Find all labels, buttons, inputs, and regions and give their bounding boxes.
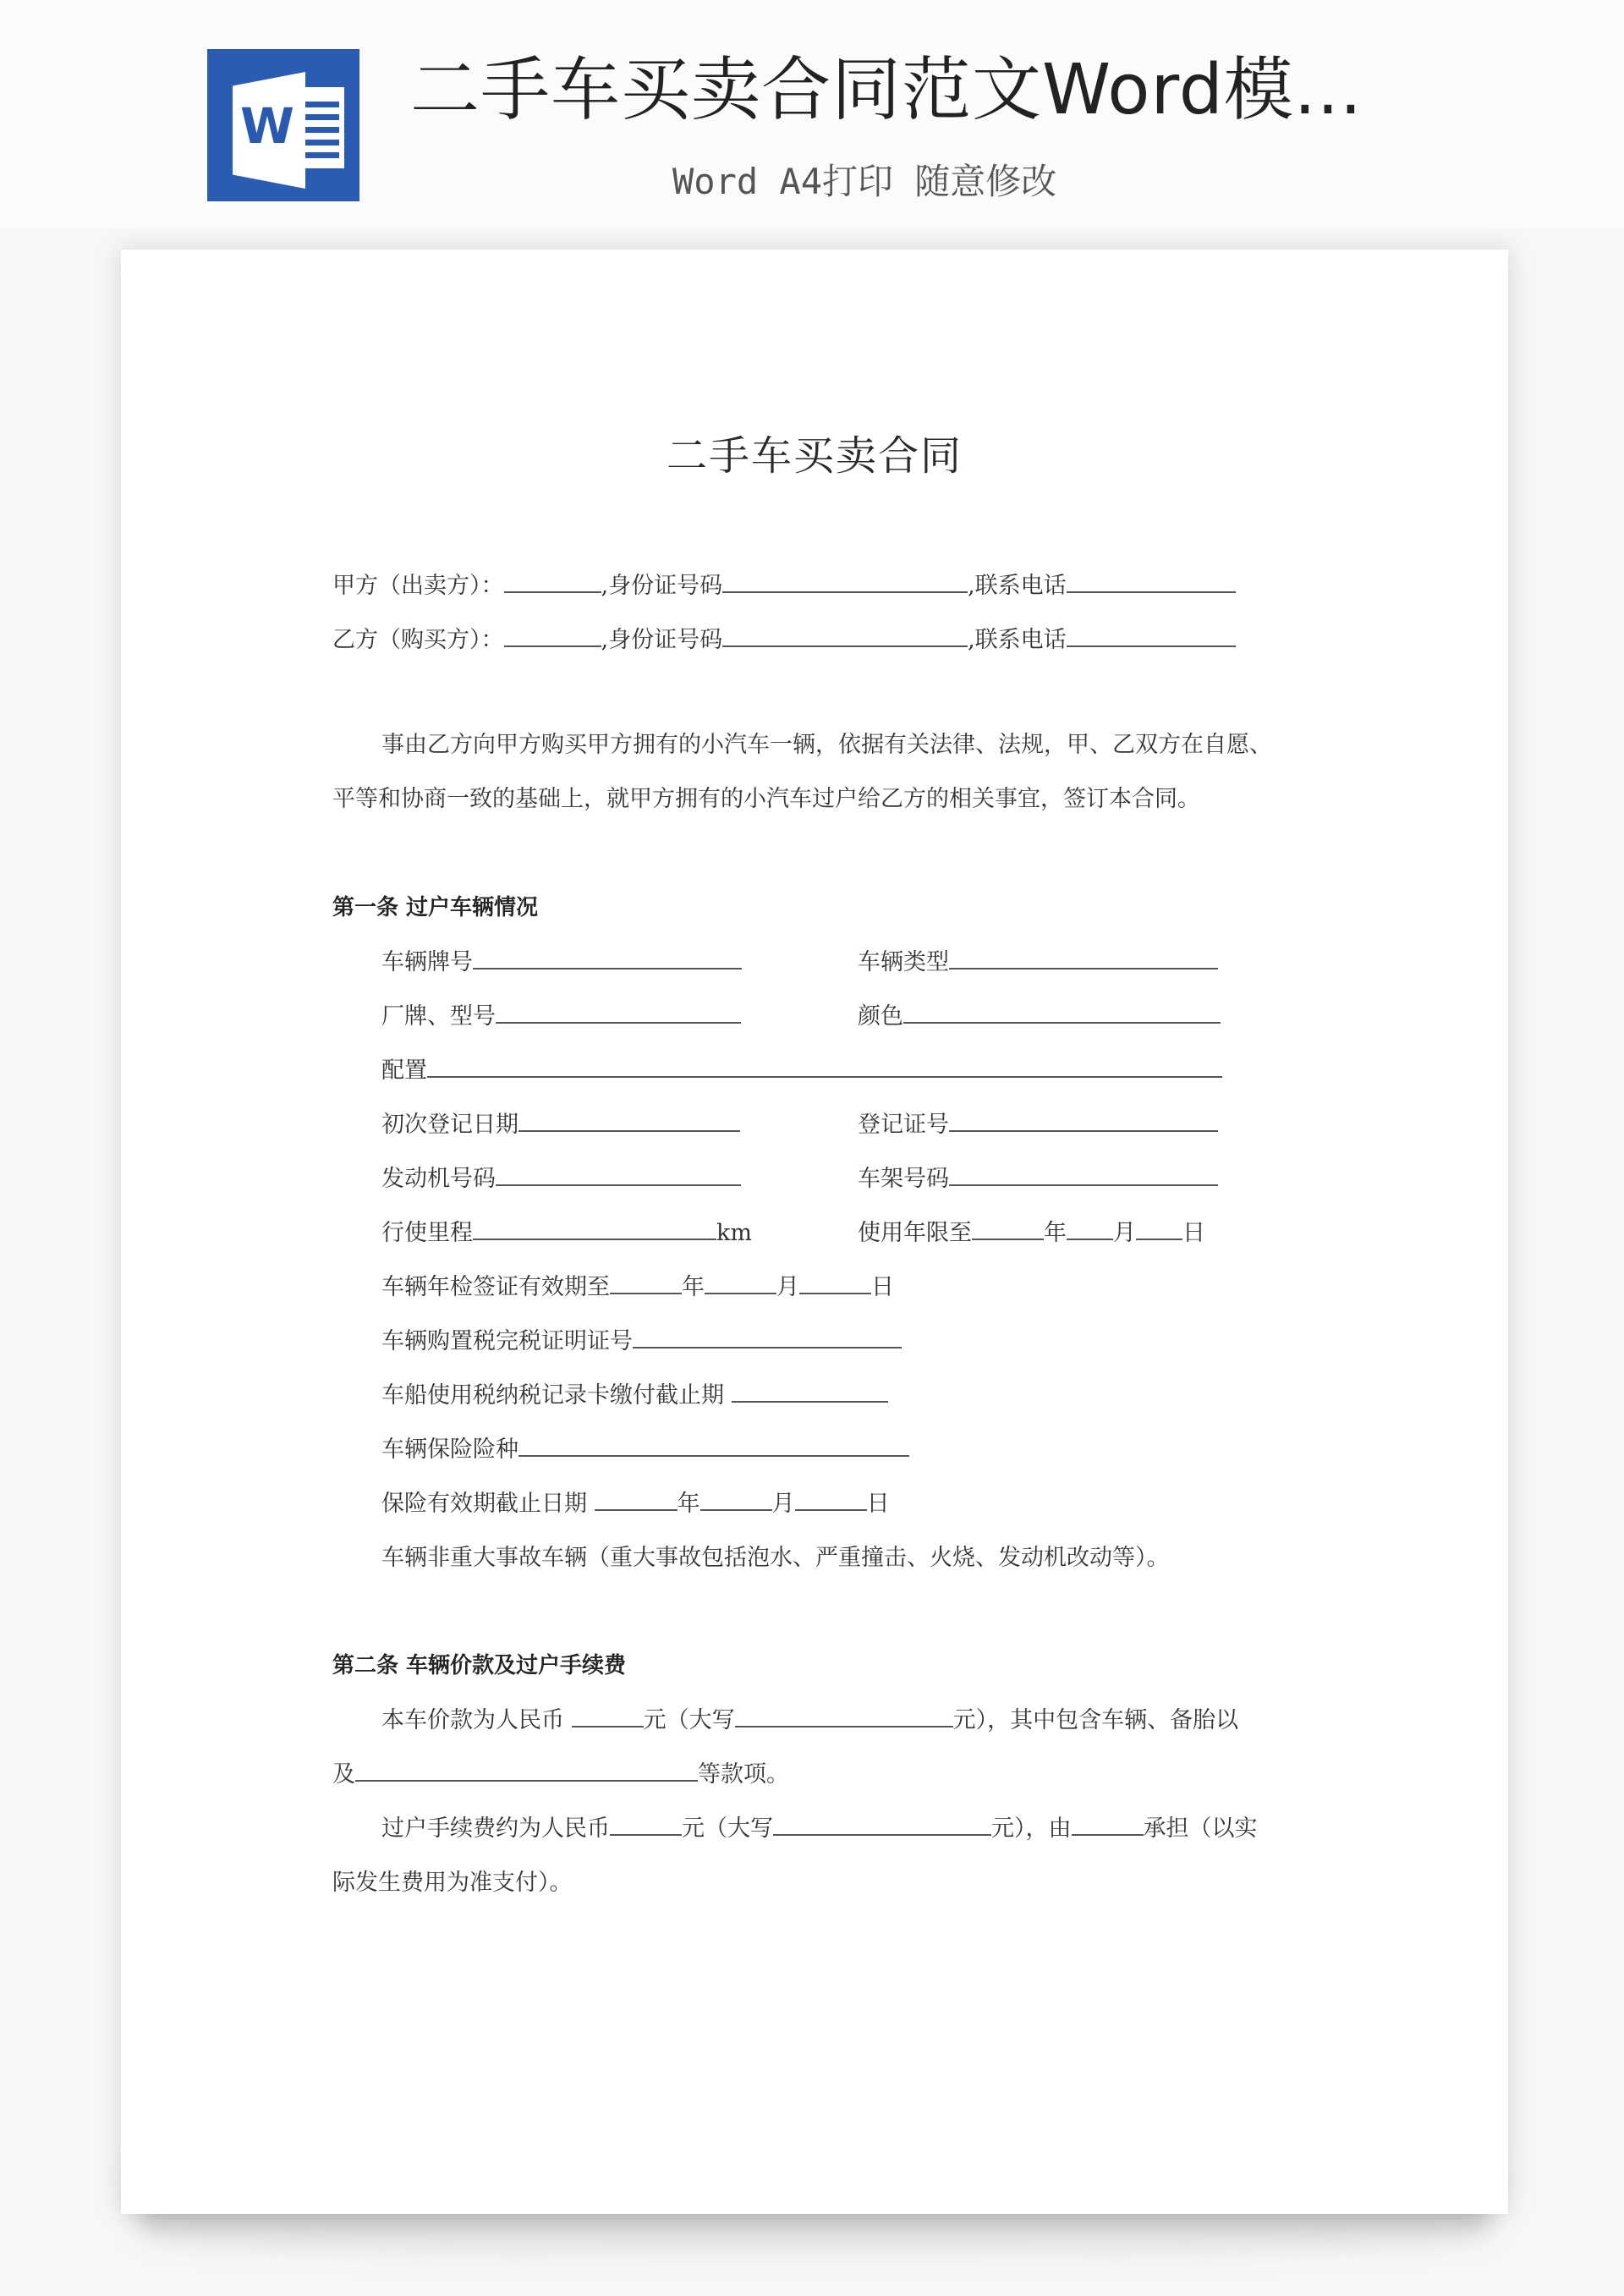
year-label: 年 <box>1044 1220 1067 1246</box>
mileage-field <box>381 1220 752 1247</box>
yuan-capital-label: 元（大写 <box>682 1815 773 1842</box>
engine-field <box>381 1166 741 1193</box>
price-line-1 <box>381 1707 1238 1734</box>
phone-label: ,联系电话 <box>968 573 1067 599</box>
config-field <box>381 1057 1222 1085</box>
config-blank[interactable] <box>427 1057 1222 1078</box>
insurance-expiry-label: 保险有效期截止日期 <box>381 1491 587 1517</box>
price-items-blank[interactable] <box>355 1761 698 1782</box>
fee-label: 过户手续费约为人民币 <box>381 1815 610 1842</box>
plate-field <box>381 949 742 976</box>
word-doc-icon <box>207 49 359 201</box>
annual-check-year-blank[interactable] <box>610 1274 682 1294</box>
first-reg-field <box>381 1112 740 1139</box>
party-b-name-blank[interactable] <box>504 627 601 647</box>
frame-blank[interactable] <box>949 1166 1218 1186</box>
id-label: ,身份证号码 <box>601 627 723 653</box>
mileage-blank[interactable] <box>473 1220 716 1240</box>
insurance-type-label: 车辆保险险种 <box>381 1436 518 1463</box>
intro-line-2: 平等和协商一致的基础上，就甲方拥有的小汽车过户给乙方的相关事宜，签订本合同。 <box>332 786 1200 812</box>
party-b-line <box>332 627 1236 654</box>
brand-model-blank[interactable] <box>496 1003 741 1024</box>
first-reg-label: 初次登记日期 <box>381 1112 518 1138</box>
reg-cert-blank[interactable] <box>949 1112 1218 1132</box>
use-limit-day-blank[interactable] <box>1136 1220 1182 1240</box>
fee-bear-label: 承担（以实 <box>1143 1815 1258 1842</box>
vessel-tax-label: 车船使用税纳税记录卡缴付截止期 <box>381 1382 724 1409</box>
document-title: 二手车买卖合同 <box>666 432 963 480</box>
insurance-type-field <box>381 1436 909 1464</box>
party-a-line <box>332 573 1236 600</box>
month-label: 月 <box>1113 1220 1136 1246</box>
banner-subtitle: Word A4打印 随意修改 <box>672 161 1057 202</box>
annual-check-label: 车辆年检签证有效期至 <box>381 1274 610 1300</box>
use-limit-year-blank[interactable] <box>972 1220 1044 1240</box>
party-a-id-blank[interactable] <box>722 573 968 593</box>
brand-model-label: 厂牌、型号 <box>381 1003 496 1030</box>
frame-field <box>858 1166 1218 1193</box>
reg-cert-label: 登记证号 <box>858 1112 949 1138</box>
fee-line-2: 际发生费用为准支付）。 <box>332 1870 573 1896</box>
banner-title: 二手车买卖合同范文Word模... <box>410 50 1363 130</box>
insurance-expiry-day-blank[interactable] <box>795 1491 867 1511</box>
party-a-phone-blank[interactable] <box>1067 573 1236 593</box>
party-a-name-blank[interactable] <box>504 573 601 593</box>
insurance-expiry-year-blank[interactable] <box>595 1491 678 1511</box>
color-blank[interactable] <box>903 1003 1221 1024</box>
brand-model-field <box>381 1003 741 1030</box>
year-label: 年 <box>677 1491 700 1517</box>
purchase-tax-label: 车辆购置税完税证明证号 <box>381 1328 633 1354</box>
plate-blank[interactable] <box>473 949 742 969</box>
no-accident-statement: 车辆非重大事故车辆（重大事故包括泡水、严重撞击、火烧、发动机改动等）。 <box>381 1545 1170 1571</box>
reg-cert-field <box>858 1112 1218 1139</box>
and-label: 及 <box>332 1761 355 1788</box>
purchase-tax-field <box>381 1328 902 1355</box>
price-line-2 <box>332 1761 789 1788</box>
insurance-expiry-month-blank[interactable] <box>700 1491 772 1511</box>
mileage-label: 行使里程 <box>381 1220 473 1246</box>
vessel-tax-field <box>381 1382 888 1409</box>
annual-check-month-blank[interactable] <box>705 1274 776 1294</box>
article1-heading: 第一条 过户车辆情况 <box>332 895 539 920</box>
use-limit-month-blank[interactable] <box>1067 1220 1113 1240</box>
items-label: 等款项。 <box>698 1761 789 1788</box>
price-capital-blank[interactable] <box>735 1707 953 1727</box>
annual-check-day-blank[interactable] <box>799 1274 871 1294</box>
header-banner <box>0 0 1624 228</box>
id-label: ,身份证号码 <box>601 573 723 599</box>
engine-label: 发动机号码 <box>381 1166 496 1192</box>
intro-line-1: 事由乙方向甲方购买甲方拥有的小汽车一辆，依据有关法律、法规，甲、乙双方在自愿、 <box>381 732 1272 758</box>
purchase-tax-blank[interactable] <box>633 1328 902 1348</box>
annual-check-field <box>381 1274 894 1301</box>
use-limit-field <box>858 1220 1205 1247</box>
fee-by-label: 元），由 <box>991 1815 1072 1842</box>
type-label: 车辆类型 <box>858 949 949 975</box>
article2-heading: 第二条 车辆价款及过户手续费 <box>332 1653 627 1678</box>
phone-label: ,联系电话 <box>968 627 1067 653</box>
vessel-tax-blank[interactable] <box>732 1382 888 1403</box>
party-b-phone-blank[interactable] <box>1067 627 1236 647</box>
party-b-label: 乙方（购买方）： <box>332 627 504 653</box>
fee-payer-blank[interactable] <box>1072 1815 1144 1836</box>
price-amount-blank[interactable] <box>572 1707 644 1727</box>
year-label: 年 <box>682 1274 705 1300</box>
day-label: 日 <box>1182 1220 1205 1246</box>
fee-capital-blank[interactable] <box>773 1815 991 1836</box>
engine-blank[interactable] <box>496 1166 741 1186</box>
party-a-label: 甲方（出卖方）： <box>332 573 504 599</box>
color-field <box>858 1003 1221 1030</box>
day-label: 日 <box>871 1274 894 1300</box>
color-label: 颜色 <box>858 1003 903 1030</box>
plate-label: 车辆牌号 <box>381 949 473 975</box>
mileage-unit: km <box>716 1220 752 1246</box>
price-includes-label: 元），其中包含车辆、备胎以 <box>952 1707 1239 1733</box>
insurance-expiry-field <box>381 1491 890 1518</box>
insurance-type-blank[interactable] <box>518 1436 909 1457</box>
fee-amount-blank[interactable] <box>610 1815 682 1836</box>
first-reg-blank[interactable] <box>518 1112 740 1132</box>
month-label: 月 <box>776 1274 799 1300</box>
day-label: 日 <box>866 1491 890 1517</box>
frame-label: 车架号码 <box>858 1166 949 1192</box>
type-field <box>858 949 1218 976</box>
w-letter: W <box>240 97 294 155</box>
document-page <box>121 250 1508 2214</box>
fee-line-1 <box>381 1815 1258 1843</box>
party-b-id-blank[interactable] <box>722 627 968 647</box>
yuan-capital-label: 元（大写 <box>643 1707 735 1733</box>
price-label: 本车价款为人民币 <box>381 1707 564 1733</box>
config-label: 配置 <box>381 1057 427 1084</box>
type-blank[interactable] <box>949 949 1218 969</box>
use-limit-label: 使用年限至 <box>858 1220 972 1246</box>
month-label: 月 <box>771 1491 795 1517</box>
